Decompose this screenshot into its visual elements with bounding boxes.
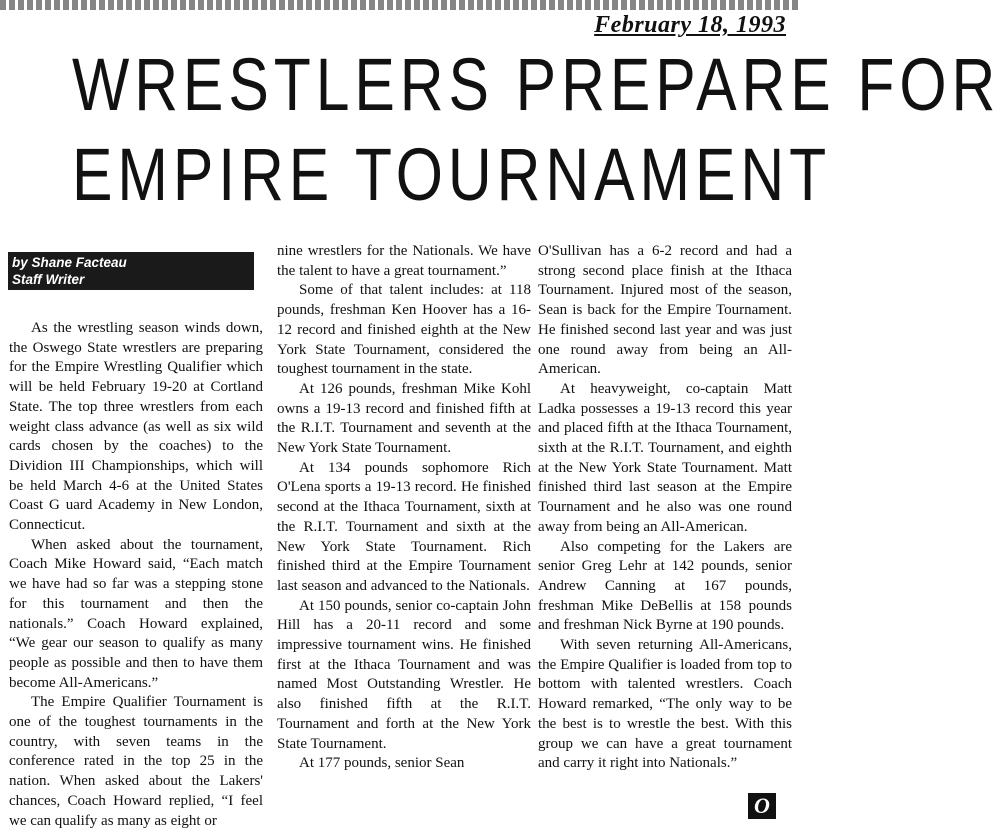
paragraph: When asked about the tournament, Coach Mike Howard said, “Each match we have had so far was a stepping stone for this tournament and then the nationals.” Coach Howard explained, “We gear our season to qualify as many people as possible and then to have them become All-Americans.” xyxy=(9,536,263,691)
headline-line-1: WRESTLERS PREPARE FOR xyxy=(72,43,1000,126)
paragraph: O'Sullivan has a 6-2 record and had a strong second place finish at the Ithaca Tournament. Injured most of the season, Sean is back for the Empire Tournament. He finished second last year and was just one round away from being an All-American. xyxy=(538,243,792,378)
top-rule xyxy=(0,0,800,10)
paragraph: At 126 pounds, freshman Mike Kohl owns a 19-13 record and finished fifth at the R.I.T. Tournament and seventh at the New York State Tournament. xyxy=(277,380,531,457)
paragraph: Some of that talent includes: at 118 pounds, freshman Ken Hoover has a 16-12 record and finished eighth at the New York State Tournament, considered the toughest tournament in the state. xyxy=(277,282,531,378)
byline xyxy=(8,252,254,290)
paragraph: The Empire Qualifier Tournament is one of the toughest tournaments in the country, with seven teams in the conference rated in the top 25 in the nation. When asked about the Lakers' chances, Coach Howard replied, “I feel we can qualify as many as eight or xyxy=(9,694,263,829)
paragraph: Also competing for the Lakers are senior Greg Lehr at 142 pounds, senior Andrew Canning at 167 pounds, freshman Mike DeBellis at 158 pounds and freshman Nick Byrne at 190 pounds. xyxy=(538,538,792,634)
headline xyxy=(72,40,1000,220)
article-column-1 xyxy=(9,319,263,831)
article-column-2 xyxy=(277,242,531,774)
paragraph: nine wrestlers for the Nationals. We have the talent to have a great tournament.” xyxy=(277,243,531,279)
paragraph: With seven returning All-Americans, the Empire Qualifier is loaded from top to bottom with talented wrestlers. Coach Howard remarked, “The only way to be the best is to wrestle the best. With this group we can have a great tournament and carry it right into Nationals.” xyxy=(538,637,792,772)
paragraph: At heavyweight, co-captain Matt Ladka possesses a 19-13 record this year and placed fifth at the Ithaca Tournament, sixth at the R.I.T. Tournament, and eighth at the New York State Tournament. Matt finished third last season at the Empire Tournament and he also was one round away from being an All-American. xyxy=(538,380,792,535)
byline-author: by Shane Facteau xyxy=(12,255,127,270)
paragraph: At 150 pounds, senior co-captain John Hill has a 20-11 record and some impressive tournament wins. He finished first at the Ithaca Tournament and was named Most Outstanding Wrestler. He also finished fifth at the R.I.T. Tournament and forth at the New York State Tournament. xyxy=(277,597,531,752)
article-column-3 xyxy=(538,242,792,774)
end-mark-logo: O xyxy=(748,793,776,819)
byline-role: Staff Writer xyxy=(12,272,85,287)
paragraph: At 177 pounds, senior Sean xyxy=(299,755,465,772)
paragraph: At 134 pounds sophomore Rich O'Lena sports a 19-13 record. He finished second at the Ithaca Tournament, sixth at the R.I.T. Tournament and sixth at the New York State Tournament. Rich finished third at the Empire Tournament last season and advanced to the Nationals. xyxy=(277,459,531,594)
issue-date: February 18, 1993 xyxy=(594,12,786,38)
headline-line-2: EMPIRE TOURNAMENT xyxy=(72,133,832,216)
paragraph: As the wrestling season winds down, the Oswego State wrestlers are preparing for the Empire Wrestling Qualifier which will be held February 19-20 at Cortland State. The top three wrestlers from each weight class advance (as well as six wild cards chosen by the coaches) to the Dividion III Championships, which will be held March 4-6 at the United States Coast G uard Academy in New London, Connecticut. xyxy=(9,320,263,534)
